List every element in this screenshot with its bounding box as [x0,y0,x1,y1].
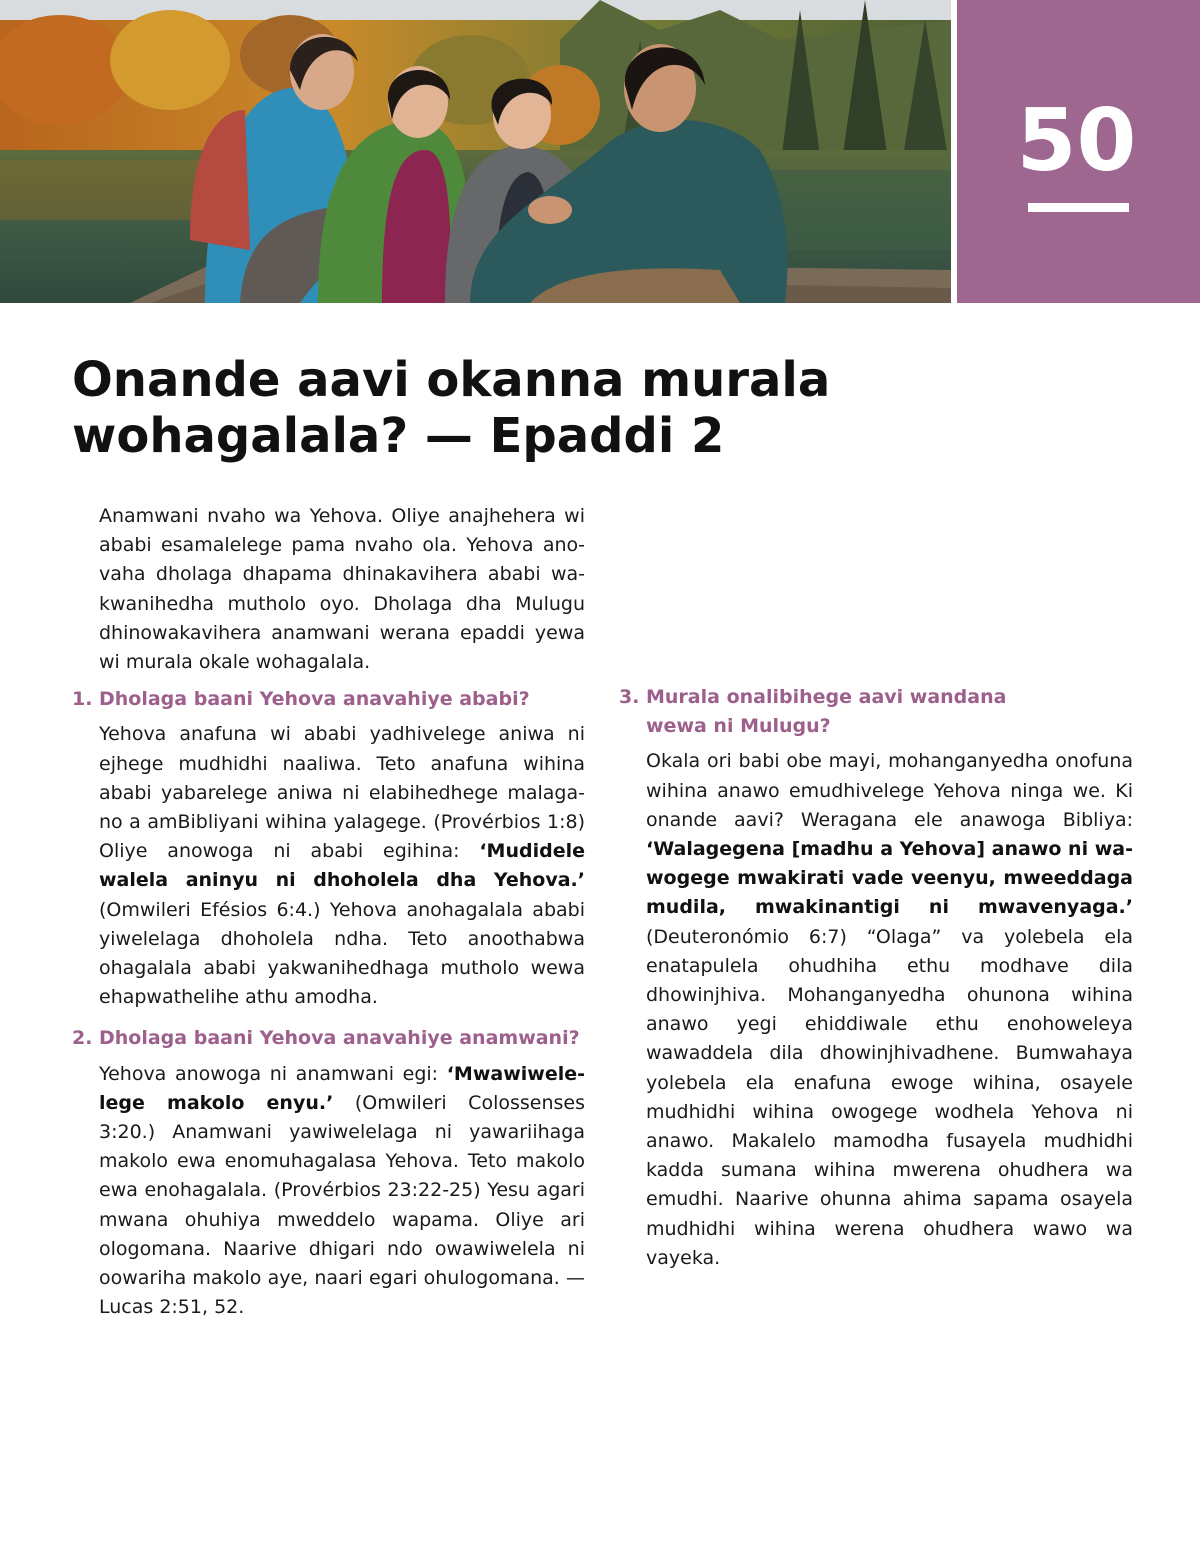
question-2-paragraph-end: (Omwileri Colossenses 3:20.) Anamwani yawiwelelaga ni yawariihaga makolo ewa enomuhagalasa Yehova. Teto makolo ewa enohagalala. (Provérbios 23:22-25) Yesu agari mwana ohuhiya mweddelo wapama. Oliye ari ologomana. Naarive dhigari ndo owawiwelela ni oowariha makolo aye, naari egari ohulogomana. — Lucas 2:51, 52. [99,1091,585,1319]
question-2-heading [72,1024,585,1053]
question-3-number: 3. [619,686,640,708]
question-3-scripture-quote: ‘Walagegena [madhu a Yehova] anawo ni wawogege mwakirati vade veenyu, mweeddaga mudila, mwakinantigi ni mwavenyaga.’ [646,838,1133,919]
question-1-heading [72,685,585,714]
question-1-paragraph [99,720,585,1012]
lesson-number-badge [957,0,1200,303]
question-2-number: 2. [72,1027,93,1050]
question-2-text: Dholaga baani Yehova anavahiye anamwani? [99,1027,580,1050]
question-3-paragraph-end: (Deuteronómio 6:7) “Olaga” va yolebela ela enatapulela ohudhiha ethu modhave dila dhowinjhiva. Mohanganyedha ohunona wihina anawo yegi ehiddiwale ethu enohoweleya wawaddela dila dhowinjhivadhene. Bumwahaya yolebela ela enafuna ewoge wihina, osayele mudhidhi wihina owogege wodhela Yehova ni anawo. Makalelo mamodha fusayela mudhidhi kadda sumana wihina mwerena ohudhera wa emudhi. Naarive ohunna ahima sapama osayela mudhidhi wihina werena ohudhera wawo wa vayeka. [646,925,1133,1269]
hero-photo [0,0,951,303]
question-3-text: Murala onalibihege aavi wandana wewa ni Mulugu? [646,686,1007,738]
question-1-scripture-quote: ‘Mudidele walela aninyu ni dhoholela dha Yehova.’ [99,840,585,892]
question-1-paragraph-start: Yehova anafuna wi ababi yadhivelege aniwa ni ejhege mudhidhi naaliwa. Teto anafuna wihina ababi yabarelege aniwa ni elabihedhege malagano a amBibliyani wihina yalagege. (Provérbios 1:8) Oliye anowoga ni ababi egihina: [99,723,585,863]
question-1-paragraph-end: (Omwileri Efésios 6:4.) Yehova anohagalala ababi yiwelelaga dhoholela ndha. Teto anoothabwa ohagalala ababi yakwanihedhaga mutholo wewa ehapwathelihe athu amodha. [99,898,585,1009]
question-2-paragraph [99,1060,585,1323]
question-2-paragraph-start: Yehova anowoga ni anamwani egi: [99,1062,447,1085]
left-column [72,502,585,1322]
question-1-number: 1. [72,688,93,711]
page-title: Onande aavi okanna murala wohagalala? — Epaddi 2 [72,352,831,464]
badge-underline [1028,203,1129,212]
right-column [619,683,1133,1273]
question-3-paragraph-start: Okala ori babi obe mayi, mohanganyedha onofuna wihina anawo emudhivelege Yehova ninga we. Ki onande aavi? Weragana ele anawoga Bibliya: [646,750,1133,831]
question-2-scripture-quote: ‘Mwawiwelelege makolo enyu.’ [99,1062,585,1114]
question-3-heading [619,683,1046,741]
intro-paragraph: Anamwani nvaho wa Yehova. Oliye anajhehera wi ababi esamalelege pama nvaho ola. Yehova anovaha dholaga dhapama dhinakavihera ababi wakwanihedha mutholo oyo. Dholaga dha Mulugu dhinowakavihera anamwani werana epaddi yewa wi murala okale wohagalala. [99,505,585,674]
question-3-paragraph [646,747,1133,1273]
lesson-number: 50 [1016,91,1137,191]
question-1-text: Dholaga baani Yehova anavahiye ababi? [99,688,530,711]
